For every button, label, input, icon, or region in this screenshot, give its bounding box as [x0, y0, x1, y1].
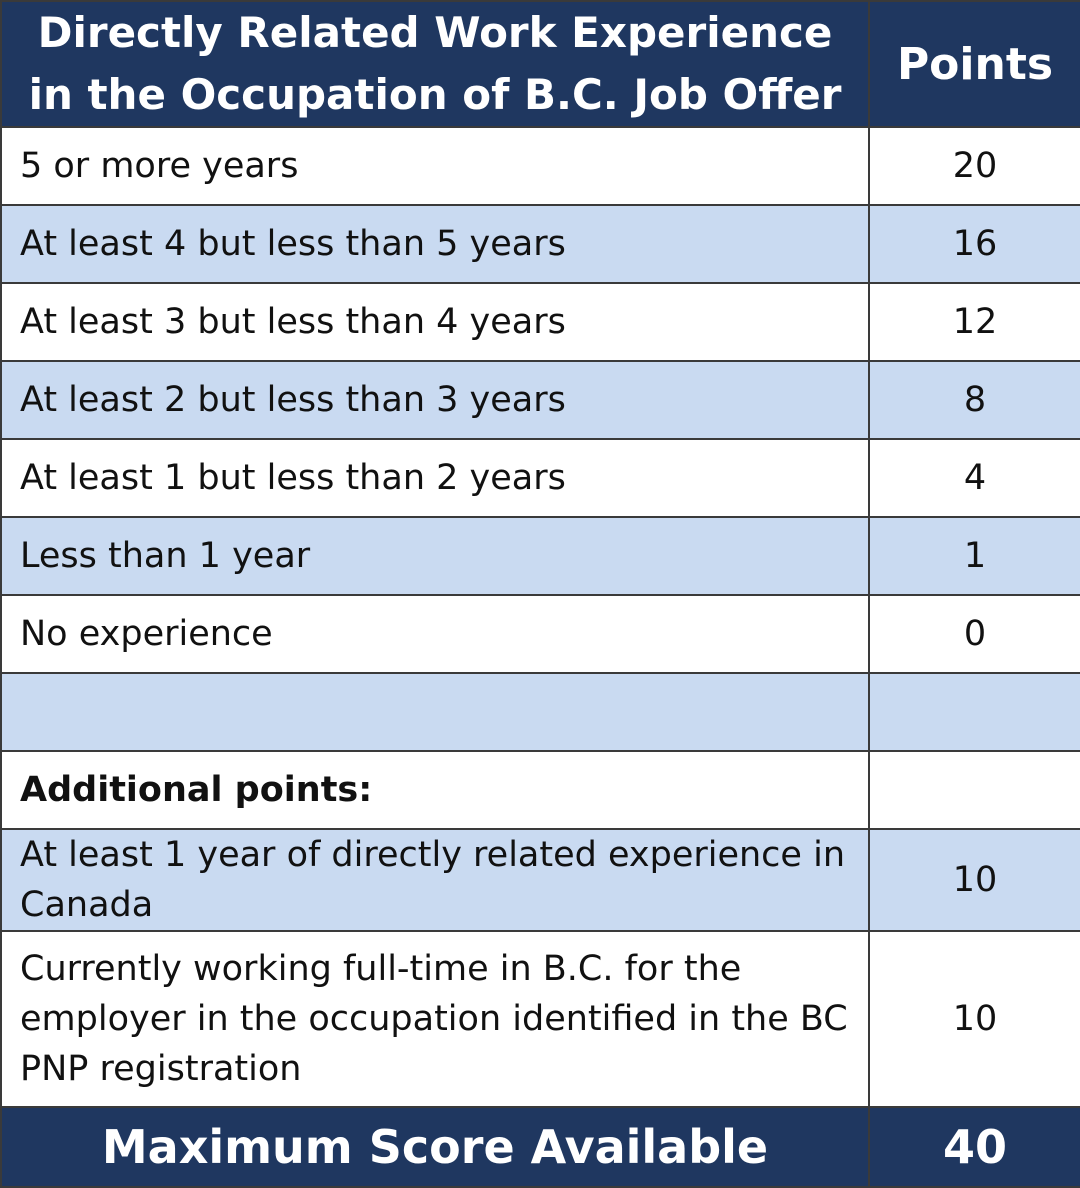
- table-row: [1, 439, 1080, 517]
- row-label: At least 4 but less than 5 years: [1, 205, 869, 283]
- table-row: [1, 361, 1080, 439]
- table-row: [1, 205, 1080, 283]
- row-label: Less than 1 year: [1, 517, 869, 595]
- additional-points-heading: Additional points:: [1, 751, 869, 829]
- row-points: 12: [869, 283, 1080, 361]
- row-label: At least 1 year of directly related experience in Canada: [1, 829, 869, 931]
- row-label: No experience: [1, 595, 869, 673]
- table-row: [1, 283, 1080, 361]
- row-label: Currently working full-time in B.C. for the employer in the occupation identified in the BC PNP registration: [1, 931, 869, 1107]
- column-header-experience: Directly Related Work Experience in the Occupation of B.C. Job Offer: [1, 1, 869, 127]
- row-points: 0: [869, 595, 1080, 673]
- row-label: 5 or more years: [1, 127, 869, 205]
- table-row: [1, 127, 1080, 205]
- row-points: [869, 751, 1080, 829]
- row-label: At least 3 but less than 4 years: [1, 283, 869, 361]
- row-points: 16: [869, 205, 1080, 283]
- table-row: [1, 517, 1080, 595]
- row-points: 8: [869, 361, 1080, 439]
- table-header-row: [1, 1, 1080, 127]
- row-points: 10: [869, 829, 1080, 931]
- row-points: 1: [869, 517, 1080, 595]
- row-label: At least 2 but less than 3 years: [1, 361, 869, 439]
- row-points: 20: [869, 127, 1080, 205]
- table-row: [1, 595, 1080, 673]
- table-row: [1, 829, 1080, 931]
- row-points: 4: [869, 439, 1080, 517]
- row-label: At least 1 but less than 2 years: [1, 439, 869, 517]
- max-score-label: Maximum Score Available: [1, 1107, 869, 1187]
- row-label: [1, 673, 869, 751]
- table-row-spacer: [1, 673, 1080, 751]
- table-row: [1, 931, 1080, 1107]
- row-points: [869, 673, 1080, 751]
- row-points: 10: [869, 931, 1080, 1107]
- table-row-section-heading: [1, 751, 1080, 829]
- column-header-points: Points: [869, 1, 1080, 127]
- max-score-value: 40: [869, 1107, 1080, 1187]
- table-footer-row: [1, 1107, 1080, 1187]
